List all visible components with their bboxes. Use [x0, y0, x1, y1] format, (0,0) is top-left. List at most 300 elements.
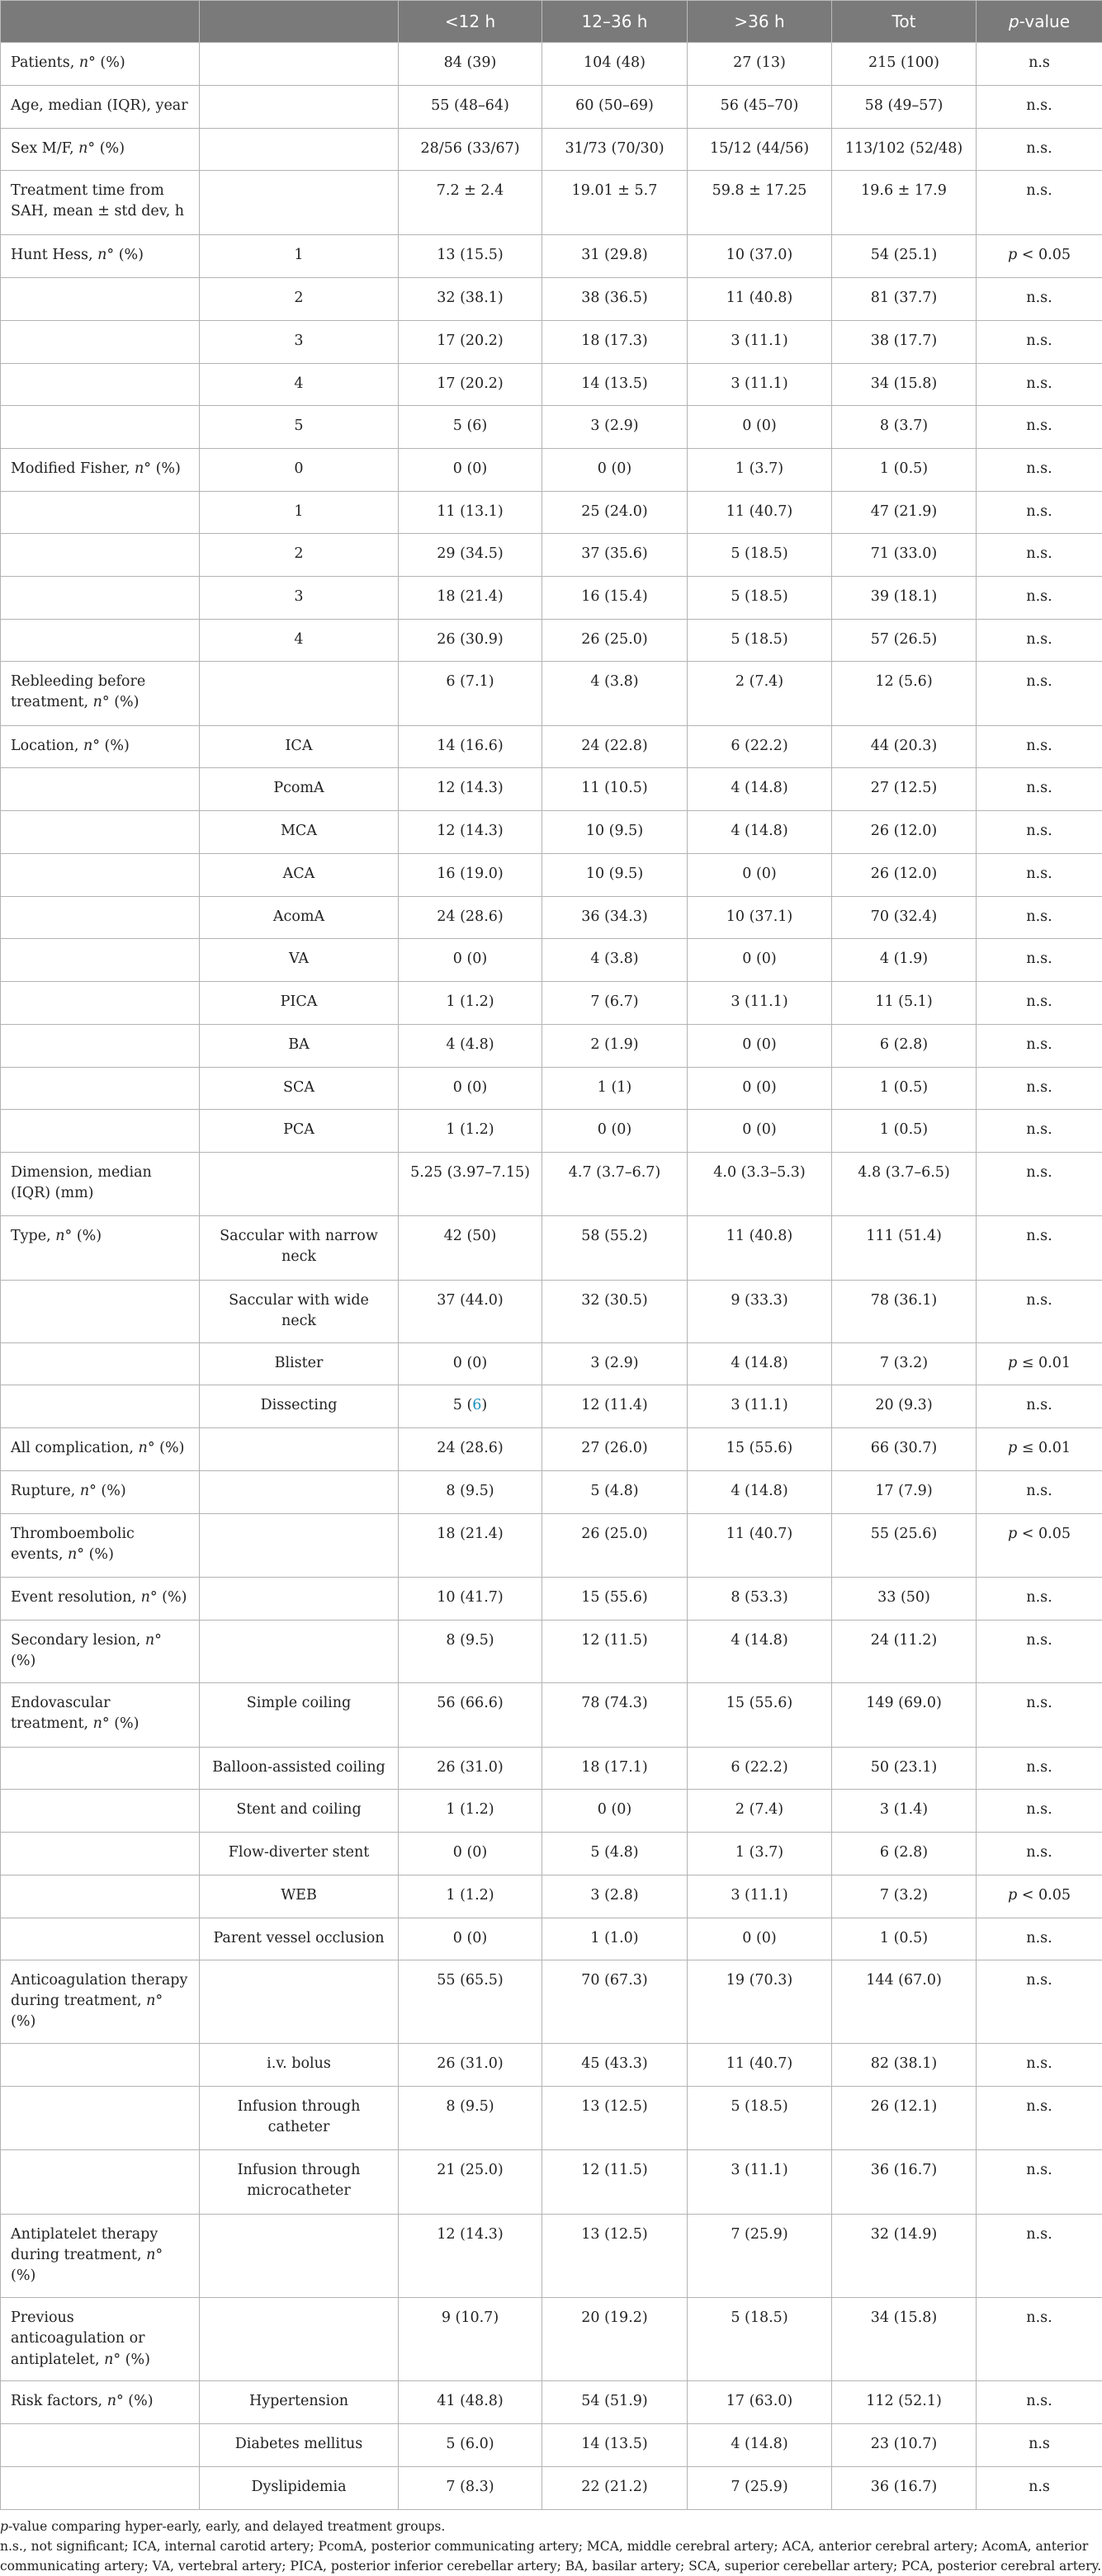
- cell-pvalue: n.s.: [977, 2086, 1102, 2149]
- cell-12-36h: 11 (10.5): [542, 768, 688, 811]
- cell-12-36h: 4 (3.8): [542, 662, 688, 726]
- cell-12-36h: 1 (1): [542, 1068, 688, 1110]
- table-row: [1, 2423, 1102, 2466]
- cell-12-36h: 58 (55.2): [542, 1216, 688, 1281]
- cell-lt12h: 26 (30.9): [399, 620, 542, 662]
- cell-pvalue: n.s.: [977, 1832, 1102, 1875]
- cell-pvalue: n.s.: [977, 1789, 1102, 1832]
- cell-tot: 24 (11.2): [832, 1620, 977, 1682]
- table-row: [1, 2214, 1102, 2297]
- cell-lt12h: 0 (0): [399, 449, 542, 492]
- cell-pvalue: n.s.: [977, 577, 1102, 620]
- cell-pvalue: n.s.: [977, 534, 1102, 577]
- row-label: [1, 1682, 200, 1747]
- cell-pvalue: n.s.: [977, 1068, 1102, 1110]
- table-row: [1, 406, 1102, 449]
- table-row: [1, 2380, 1102, 2423]
- cell-tot: 55 (25.6): [832, 1513, 977, 1577]
- cell-lt12h: 24 (28.6): [399, 897, 542, 939]
- label-text: (%): [151, 460, 181, 477]
- cell-lt12h: 56 (66.6): [399, 1682, 542, 1747]
- label-text: Age, median (IQR), year: [11, 97, 188, 114]
- row-label: [1, 939, 200, 982]
- row-label: [1, 1577, 200, 1620]
- table-row: [1, 1960, 1102, 2043]
- row-label: [1, 278, 200, 321]
- header-pvalue-rest: -value: [1019, 12, 1070, 31]
- label-text: Secondary lesion,: [11, 1632, 145, 1649]
- cell-pvalue: [977, 235, 1102, 278]
- cell-lt12h: 8 (9.5): [399, 1470, 542, 1513]
- row-sublabel: [200, 1513, 399, 1577]
- label-text: (%): [110, 1715, 140, 1732]
- cell-lt12h: 21 (25.0): [399, 2149, 542, 2214]
- cell-12-36h: 13 (12.5): [542, 2086, 688, 2149]
- cell-pvalue: n.s.: [977, 2214, 1102, 2297]
- cell-lt12h: 1 (1.2): [399, 1789, 542, 1832]
- table-row: [1, 1427, 1102, 1470]
- table-row: [1, 1747, 1102, 1789]
- row-label: [1, 811, 200, 854]
- row-label: [1, 321, 200, 364]
- cell-lt12h: 5.25 (3.97–7.15): [399, 1153, 542, 1216]
- cell-lt12h: 13 (15.5): [399, 235, 542, 278]
- cell-lt12h: 55 (65.5): [399, 1960, 542, 2043]
- row-label: [1, 1025, 200, 1068]
- cell-lt12h: 18 (21.4): [399, 1513, 542, 1577]
- cell-tot: 23 (10.7): [832, 2423, 977, 2466]
- cell-tot: 71 (33.0): [832, 534, 977, 577]
- cell-12-36h: 12 (11.5): [542, 1620, 688, 1682]
- p-italic: p: [1008, 1355, 1017, 1371]
- cell-lt12h: 0 (0): [399, 939, 542, 982]
- table-row: [1, 2086, 1102, 2149]
- label-degree: °: [92, 738, 100, 754]
- cell-pvalue: n.s.: [977, 1470, 1102, 1513]
- label-n-italic: n: [93, 1715, 102, 1732]
- row-sublabel: Infusion through catheter: [200, 2086, 399, 2149]
- cell-lt12h: 41 (48.8): [399, 2380, 542, 2423]
- cell-tot: 34 (15.8): [832, 364, 977, 406]
- row-label: [1, 620, 200, 662]
- row-label: [1, 1918, 200, 1960]
- cell-pvalue: [977, 1427, 1102, 1470]
- label-text: Endovascular treatment,: [11, 1695, 111, 1732]
- row-label: [1, 1385, 200, 1427]
- cell-12-36h: 2 (1.9): [542, 1025, 688, 1068]
- row-sublabel: Stent and coiling: [200, 1789, 399, 1832]
- table-row: [1, 662, 1102, 726]
- row-sublabel: Blister: [200, 1342, 399, 1385]
- cell-12-36h: 1 (1.0): [542, 1918, 688, 1960]
- cell-tot: 17 (7.9): [832, 1470, 977, 1513]
- row-sublabel: 3: [200, 321, 399, 364]
- label-text: Previous anticoagulation or antiplatelet,: [11, 2309, 145, 2368]
- cell-tot: 7 (3.2): [832, 1875, 977, 1918]
- cell-pvalue: n.s.: [977, 897, 1102, 939]
- cell-tot: 54 (25.1): [832, 235, 977, 278]
- table-row: [1, 2149, 1102, 2214]
- label-degree: °: [113, 2352, 121, 2368]
- header-cell-gt36h: >36 h: [688, 1, 832, 43]
- cell-tot: 144 (67.0): [832, 1960, 977, 2043]
- cell-gt36h: 4 (14.8): [688, 1620, 832, 1682]
- cell-12-36h: 54 (51.9): [542, 2380, 688, 2423]
- cell-12-36h: 0 (0): [542, 1110, 688, 1153]
- row-label: [1, 1513, 200, 1577]
- row-sublabel: [200, 2297, 399, 2380]
- cell-pvalue: n.s.: [977, 1620, 1102, 1682]
- label-text: (%): [11, 1653, 35, 1669]
- cell-12-36h: 3 (2.8): [542, 1875, 688, 1918]
- label-text: (%): [95, 140, 125, 157]
- row-label: [1, 1342, 200, 1385]
- row-label: [1, 449, 200, 492]
- label-degree: °: [65, 1228, 73, 1244]
- label-text: (%): [97, 1483, 126, 1499]
- row-label: [1, 1960, 200, 2043]
- cell-12-36h: 12 (11.4): [542, 1385, 688, 1427]
- cell-pvalue: n.s.: [977, 982, 1102, 1025]
- row-sublabel: Infusion through microcatheter: [200, 2149, 399, 2214]
- cell-gt36h: 3 (11.1): [688, 2149, 832, 2214]
- cell-pvalue: n.s: [977, 43, 1102, 86]
- row-sublabel: Simple coiling: [200, 1682, 399, 1747]
- cell-tot: 19.6 ± 17.9: [832, 171, 977, 235]
- cell-tot: 112 (52.1): [832, 2380, 977, 2423]
- cell-gt36h: 3 (11.1): [688, 982, 832, 1025]
- table-row: [1, 1513, 1102, 1577]
- cell-tot: 78 (36.1): [832, 1281, 977, 1343]
- label-text: (%): [155, 1440, 185, 1456]
- cell-tot: 8 (3.7): [832, 406, 977, 449]
- row-sublabel: 3: [200, 577, 399, 620]
- cell-12-36h: 31 (29.8): [542, 235, 688, 278]
- cell-gt36h: 19 (70.3): [688, 1960, 832, 2043]
- cell-tot: 81 (37.7): [832, 278, 977, 321]
- row-label: [1, 854, 200, 897]
- label-degree: °: [106, 247, 114, 263]
- cell-12-36h: 12 (11.5): [542, 2149, 688, 2214]
- table-row: [1, 897, 1102, 939]
- cell-gt36h: 2 (7.4): [688, 662, 832, 726]
- cell-tot: 33 (50): [832, 1577, 977, 1620]
- cell-gt36h: 0 (0): [688, 1025, 832, 1068]
- cell-pvalue: n.s.: [977, 768, 1102, 811]
- row-sublabel: i.v. bolus: [200, 2043, 399, 2086]
- cell-pvalue: n.s.: [977, 364, 1102, 406]
- table-row: [1, 1342, 1102, 1385]
- header-cell-lt12h: <12 h: [399, 1, 542, 43]
- cell-tot: 27 (12.5): [832, 768, 977, 811]
- cell-pvalue: n.s.: [977, 1918, 1102, 1960]
- table-row: [1, 1682, 1102, 1747]
- cell-lt12h: 14 (16.6): [399, 726, 542, 768]
- cell-tot: 113/102 (52/48): [832, 129, 977, 171]
- row-sublabel: 2: [200, 534, 399, 577]
- row-sublabel: MCA: [200, 811, 399, 854]
- cell-12-36h: 7 (6.7): [542, 982, 688, 1025]
- cell-12-36h: 10 (9.5): [542, 811, 688, 854]
- row-label: [1, 2149, 200, 2214]
- cell-gt36h: 15/12 (44/56): [688, 129, 832, 171]
- label-degree: °: [116, 2393, 124, 2409]
- cell-pvalue: n.s.: [977, 492, 1102, 534]
- cell-12-36h: 20 (19.2): [542, 2297, 688, 2380]
- label-text: (%): [114, 247, 144, 263]
- cell-tot: 36 (16.7): [832, 2149, 977, 2214]
- row-label: [1, 1620, 200, 1682]
- table-row: [1, 1470, 1102, 1513]
- cell-tot: 32 (14.9): [832, 2214, 977, 2297]
- row-sublabel: 4: [200, 364, 399, 406]
- table-row: [1, 1918, 1102, 1960]
- cell-12-36h: 24 (22.8): [542, 726, 688, 768]
- cell-lt12h: 0 (0): [399, 1342, 542, 1385]
- p-italic: p: [1008, 247, 1017, 263]
- cell-lt12h: 4 (4.8): [399, 1025, 542, 1068]
- cell-pvalue: n.s.: [977, 321, 1102, 364]
- table-row: [1, 982, 1102, 1025]
- label-n-italic: n: [55, 1228, 64, 1244]
- cell-12-36h: 3 (2.9): [542, 406, 688, 449]
- cell-tot: 12 (5.6): [832, 662, 977, 726]
- cell-gt36h: 3 (11.1): [688, 1875, 832, 1918]
- label-degree: °: [150, 1589, 158, 1606]
- cell-lt12h: 24 (28.6): [399, 1427, 542, 1470]
- table-row: [1, 854, 1102, 897]
- label-n-italic: n: [135, 460, 144, 477]
- row-sublabel: PCA: [200, 1110, 399, 1153]
- cell-tot: 26 (12.0): [832, 811, 977, 854]
- row-sublabel: ACA: [200, 854, 399, 897]
- cell-12-36h: 37 (35.6): [542, 534, 688, 577]
- cell-tot: 34 (15.8): [832, 2297, 977, 2380]
- cell-gt36h: 10 (37.1): [688, 897, 832, 939]
- row-label: [1, 1281, 200, 1343]
- row-sublabel: [200, 1960, 399, 2043]
- p-rest: < 0.05: [1017, 1526, 1071, 1542]
- label-text: (%): [158, 1589, 187, 1606]
- cell-12-36h: 19.01 ± 5.7: [542, 171, 688, 235]
- row-sublabel: [200, 171, 399, 235]
- row-label: [1, 2214, 200, 2297]
- cell-lt12h: 0 (0): [399, 1832, 542, 1875]
- cell-pvalue: n.s.: [977, 406, 1102, 449]
- row-sublabel: 4: [200, 620, 399, 662]
- cell-lt12h: 8 (9.5): [399, 2086, 542, 2149]
- cell-12-36h: 0 (0): [542, 449, 688, 492]
- cell-pvalue: n.s.: [977, 1577, 1102, 1620]
- label-text: Type,: [11, 1228, 55, 1244]
- cell-lt12h: 29 (34.5): [399, 534, 542, 577]
- label-text: Thromboembolic events,: [11, 1526, 135, 1563]
- row-sublabel: 1: [200, 492, 399, 534]
- cell-pvalue: n.s.: [977, 1385, 1102, 1427]
- row-label: [1, 1110, 200, 1153]
- cell-lt12h: 55 (48–64): [399, 86, 542, 129]
- row-label: [1, 235, 200, 278]
- cell-pvalue: n.s.: [977, 811, 1102, 854]
- label-text: Sex M/F,: [11, 140, 78, 157]
- label-degree: °: [155, 1993, 163, 2009]
- row-sublabel: Saccular with narrow neck: [200, 1216, 399, 1281]
- cell-text: ): [481, 1397, 487, 1413]
- reference-link[interactable]: 6: [472, 1397, 481, 1413]
- table-row: [1, 1281, 1102, 1343]
- cell-gt36h: 3 (11.1): [688, 321, 832, 364]
- row-sublabel: WEB: [200, 1875, 399, 1918]
- label-text: Event resolution,: [11, 1589, 141, 1606]
- cell-gt36h: 5 (18.5): [688, 2297, 832, 2380]
- p-italic: p: [1008, 1440, 1017, 1456]
- cell-tot: 20 (9.3): [832, 1385, 977, 1427]
- row-label: [1, 86, 200, 129]
- cell-12-36h: 27 (26.0): [542, 1427, 688, 1470]
- label-text: Dimension, median (IQR) (mm): [11, 1164, 152, 1201]
- cell-pvalue: n.s.: [977, 1110, 1102, 1153]
- cell-tot: 3 (1.4): [832, 1789, 977, 1832]
- cell-gt36h: 0 (0): [688, 854, 832, 897]
- table-row: [1, 1789, 1102, 1832]
- cell-tot: 39 (18.1): [832, 577, 977, 620]
- table-row: [1, 726, 1102, 768]
- label-text: (%): [11, 2013, 35, 2030]
- cell-pvalue: n.s.: [977, 1153, 1102, 1216]
- cell-lt12h: 12 (14.3): [399, 2214, 542, 2297]
- cell-lt12h: 0 (0): [399, 1068, 542, 1110]
- cell-12-36h: 18 (17.3): [542, 321, 688, 364]
- cell-12-36h: 5 (4.8): [542, 1832, 688, 1875]
- row-label: [1, 2423, 200, 2466]
- label-degree: °: [102, 694, 110, 710]
- cell-gt36h: 5 (18.5): [688, 577, 832, 620]
- cell-lt12h: 16 (19.0): [399, 854, 542, 897]
- footnote-abbreviations: n.s., not significant; ICA, internal carotid artery; PcomA, posterior communicating artery; MCA, middle cerebral artery; ACA, anterior cerebral artery; AcomA, anterior communicating artery; VA, vertebral artery; PICA, posterior inferior cerebellar artery; BA, basilar artery; SCA, superior cerebellar artery; PCA, posterior cerebral artery.: [0, 2536, 1102, 2576]
- table-row: [1, 534, 1102, 577]
- cell-12-36h: 5 (4.8): [542, 1470, 688, 1513]
- cell-12-36h: 3 (2.9): [542, 1342, 688, 1385]
- table-row: [1, 939, 1102, 982]
- table-row: [1, 1216, 1102, 1281]
- table-row: [1, 364, 1102, 406]
- cell-12-36h: 10 (9.5): [542, 854, 688, 897]
- table-row: [1, 321, 1102, 364]
- cell-gt36h: 4 (14.8): [688, 1342, 832, 1385]
- cell-lt12h: 84 (39): [399, 43, 542, 86]
- label-text: (%): [124, 2393, 154, 2409]
- row-sublabel: 1: [200, 235, 399, 278]
- cell-gt36h: 10 (37.0): [688, 235, 832, 278]
- table-row: [1, 171, 1102, 235]
- table-row: [1, 577, 1102, 620]
- row-label: [1, 768, 200, 811]
- cell-lt12h: 1 (1.2): [399, 1110, 542, 1153]
- cell-tot: 1 (0.5): [832, 1918, 977, 1960]
- cell-tot: 70 (32.4): [832, 897, 977, 939]
- cell-12-36h: 0 (0): [542, 1789, 688, 1832]
- footnote-pvalue: [0, 2517, 1102, 2536]
- label-degree: °: [102, 1715, 110, 1732]
- cell-pvalue: n.s.: [977, 620, 1102, 662]
- cell-12-36h: 22 (21.2): [542, 2466, 688, 2509]
- label-degree: °: [154, 1632, 162, 1649]
- cell-pvalue: [977, 1342, 1102, 1385]
- cell-tot: 4.8 (3.7–6.5): [832, 1153, 977, 1216]
- row-label: [1, 2086, 200, 2149]
- cell-12-36h: 14 (13.5): [542, 2423, 688, 2466]
- row-sublabel: [200, 1427, 399, 1470]
- header-cell-pvalue: [977, 1, 1102, 43]
- p-italic: p: [1008, 1887, 1017, 1904]
- cell-tot: 66 (30.7): [832, 1427, 977, 1470]
- cell-lt12h: 5 (6.0): [399, 2423, 542, 2466]
- row-label: [1, 1789, 200, 1832]
- cell-gt36h: 3 (11.1): [688, 364, 832, 406]
- cell-12-36h: 4.7 (3.7–6.7): [542, 1153, 688, 1216]
- row-label: [1, 1153, 200, 1216]
- cell-lt12h: 26 (31.0): [399, 2043, 542, 2086]
- label-text: (%): [100, 738, 130, 754]
- cell-lt12h: 12 (14.3): [399, 811, 542, 854]
- label-degree: °: [144, 460, 151, 477]
- cell-pvalue: n.s.: [977, 1025, 1102, 1068]
- table-row: [1, 1385, 1102, 1427]
- cell-gt36h: 9 (33.3): [688, 1281, 832, 1343]
- row-sublabel: [200, 86, 399, 129]
- cell-gt36h: 1 (3.7): [688, 449, 832, 492]
- cell-12-36h: 38 (36.5): [542, 278, 688, 321]
- row-sublabel: Dissecting: [200, 1385, 399, 1427]
- row-sublabel: SCA: [200, 1068, 399, 1110]
- table-row: [1, 1832, 1102, 1875]
- cell-gt36h: 4 (14.8): [688, 2423, 832, 2466]
- cell-12-36h: 36 (34.3): [542, 897, 688, 939]
- row-label: [1, 662, 200, 726]
- header-cell-tot: Tot: [832, 1, 977, 43]
- row-label: [1, 364, 200, 406]
- row-sublabel: [200, 662, 399, 726]
- row-label: [1, 2043, 200, 2086]
- p-italic: p: [1008, 1526, 1017, 1542]
- cell-lt12h: 1 (1.2): [399, 982, 542, 1025]
- cell-tot: 26 (12.0): [832, 854, 977, 897]
- cell-pvalue: n.s.: [977, 1747, 1102, 1789]
- table-row: [1, 1025, 1102, 1068]
- p-rest: < 0.05: [1017, 1887, 1071, 1904]
- cell-gt36h: 11 (40.7): [688, 1513, 832, 1577]
- cell-lt12h: 17 (20.2): [399, 364, 542, 406]
- cell-tot: 58 (49–57): [832, 86, 977, 129]
- cell-gt36h: 2 (7.4): [688, 1789, 832, 1832]
- cell-12-36h: 14 (13.5): [542, 364, 688, 406]
- cell-gt36h: 0 (0): [688, 939, 832, 982]
- label-n-italic: n: [78, 140, 87, 157]
- cell-pvalue: n.s.: [977, 129, 1102, 171]
- label-text: Location,: [11, 738, 83, 754]
- cell-tot: 11 (5.1): [832, 982, 977, 1025]
- cell-gt36h: 11 (40.7): [688, 492, 832, 534]
- cell-tot: 38 (17.7): [832, 321, 977, 364]
- row-label: [1, 1747, 200, 1789]
- cell-gt36h: 5 (18.5): [688, 534, 832, 577]
- p-rest: ≤ 0.01: [1017, 1440, 1071, 1456]
- cell-pvalue: n.s.: [977, 1281, 1102, 1343]
- cell-pvalue: n.s.: [977, 854, 1102, 897]
- cell-lt12h: 7.2 ± 2.4: [399, 171, 542, 235]
- cell-lt12h: 0 (0): [399, 1918, 542, 1960]
- cell-tot: 47 (21.9): [832, 492, 977, 534]
